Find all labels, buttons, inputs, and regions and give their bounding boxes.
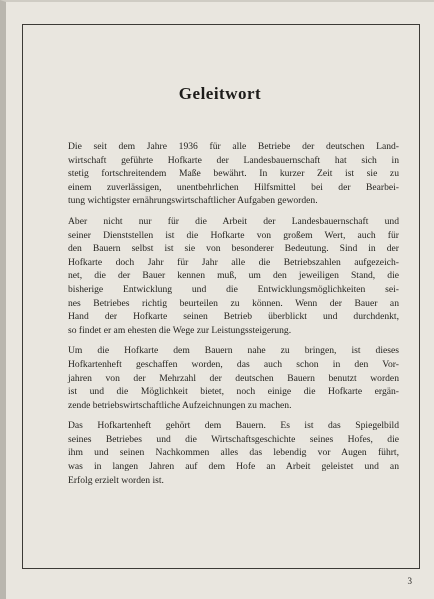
text-line: Hofkarte doch Jahr für Jahr alle die Betriebszahlen aufgezeich- <box>68 256 399 268</box>
text-line: bisherige Entwicklung und die Entwicklungsmöglichkeiten sei- <box>68 283 399 295</box>
text-line: net, die der Bauer kennen muß, um den jeweiligen Stand, die <box>68 270 399 282</box>
text-line: tung wichtigster ernährungswirtschaftlicher Aufgaben geworden. <box>68 195 318 207</box>
text-line: Erfolg erzielt worden ist. <box>68 474 164 486</box>
text-line: Um die Hofkarte dem Bauern nahe zu bringen, ist dieses <box>68 345 399 357</box>
text-line: Die seit dem Jahre 1936 für alle Betriebe der deutschen Land- <box>68 141 399 152</box>
text-line: ist und die Möglichkeit bietet, noch einige die Hofkarte ergän- <box>68 386 399 398</box>
text-line: ihm und seinen Nachkommen alles das lebendig vor Augen führt, <box>68 447 399 459</box>
paragraph-2 <box>68 215 399 337</box>
text-line: zende betriebswirtschaftliche Aufzeichnungen zu machen. <box>68 399 292 411</box>
text-line: einem zuverlässigen, unentbehrlichen Hilfsmittel bei der Bearbei- <box>68 181 399 193</box>
text-line: was in langen Jahren auf dem Hofe an Arbeit geleistet und an <box>68 461 399 473</box>
text-line: Das Hofkartenheft gehört dem Bauern. Es ist das Spiegelbild <box>68 420 399 432</box>
text-line: jahren von der Mehrzahl der deutschen Bauern benutzt worden <box>68 372 399 384</box>
page-number: 3 <box>407 576 412 586</box>
text-line: nes Betriebes richtig beurteilen zu können. Wenn der Bauer an <box>68 297 399 309</box>
text-line: stetig fortschreitendem Maße bewährt. In kurzer Zeit ist sie zu <box>68 168 399 180</box>
text-line: wirtschaft geführte Hofkarte der Landesbauernschaft hat sich in <box>68 154 399 166</box>
paragraph-4 <box>68 419 399 487</box>
text-line: Aber nicht nur für die Arbeit der Landesbauernschaft und <box>68 215 399 227</box>
text-line: den Bauern selbst ist sie von besonderer Bedeutung. Sind in der <box>68 243 399 255</box>
text-line: seines Betriebes und die Wirtschaftsgeschichte seines Hofes, die <box>68 433 399 445</box>
paragraph-1 <box>68 140 399 208</box>
paragraph-3 <box>68 344 399 412</box>
body-text <box>68 140 399 494</box>
text-line: so findet er am ehesten die Wege zur Leistungssteigerung. <box>68 324 292 336</box>
text-line: Hand der Hofkarte seinen Betrieb überblickt und durchdenkt, <box>68 311 399 323</box>
text-line: Hofkartenheft geschaffen worden, das auch schon in den Vor- <box>68 358 399 370</box>
page-title: Geleitwort <box>178 84 262 103</box>
text-line: seiner Dienststellen ist die Hofkarte von großem Wert, auch für <box>68 229 399 241</box>
